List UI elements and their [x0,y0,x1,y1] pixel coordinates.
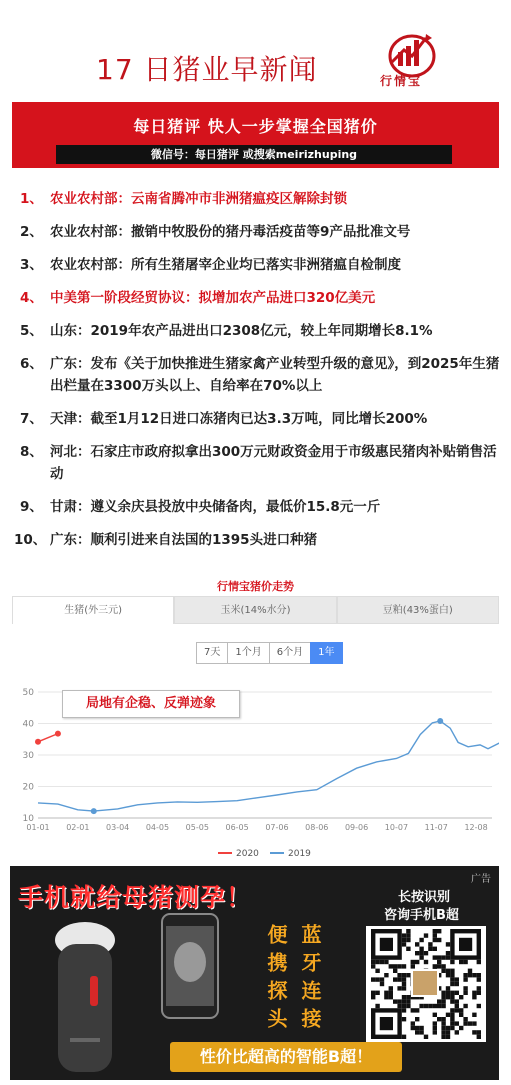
item-number: 3、 [20,257,43,273]
list-item [20,496,500,518]
qr-code-icon [366,926,486,1042]
y-tick-label: 40 [22,719,34,730]
logo-text: 行情宝 [380,74,423,88]
data-point [35,739,41,745]
x-tick-label: 06-05 [225,823,249,832]
tab-soymeal[interactable]: 豆粕(43%蛋白) [337,596,499,624]
item-text: 广东：发布《关于加快推进生猪家禽产业转型升级的意见》，到2025年生猪出栏量在3300万头以上、自给率在70%以上 [50,356,500,394]
item-text: 甘肃：遵义余庆县投放中央储备肉，最低价15.8元一斤 [50,499,381,515]
commodity-tabs [12,596,499,624]
legend-label: 2019 [288,849,311,859]
page-title: 17 日猪业早新闻 [96,53,318,86]
x-tick-label: 04-05 [145,823,170,832]
item-text: 中美第一阶段经贸协议：拟增加农产品进口320亿美元 [50,290,376,306]
range-1m-button[interactable]: 1个月 [227,642,269,664]
phone-screen-icon [160,912,220,1020]
list-item [20,254,500,276]
item-number: 8、 [20,444,43,460]
legend-label: 2020 [236,849,259,859]
item-number: 6、 [20,356,43,372]
item-number: 1、 [20,191,43,207]
item-text: 农业农村部：所有生猪屠宰企业均已落实非洲猪瘟自检制度 [50,257,401,273]
list-item [20,287,500,309]
item-number: 10、 [14,532,47,548]
ad-label: 广告 [471,874,491,885]
tab-corn[interactable]: 玉米(14%水分) [174,596,336,624]
item-number: 4、 [20,290,43,306]
list-item [20,441,500,485]
list-item [20,408,500,430]
chart-title: 行情宝猪价走势 [217,580,294,593]
list-item [20,320,500,342]
x-tick-label: 10-07 [384,823,409,832]
price-chart-panel [12,574,499,864]
header [0,0,511,100]
range-6m-button[interactable]: 6个月 [269,642,311,664]
tab-hog[interactable]: 生猪(外三元) [12,596,174,624]
y-tick-label: 20 [22,782,34,793]
list-item [20,353,500,397]
ultrasound-device-icon [40,918,130,1078]
news-list [14,188,500,551]
range-selector [196,642,342,664]
qr-code[interactable] [366,926,486,1042]
item-number: 7、 [20,411,43,427]
item-text: 广东：顺利引进来自法国的1395头进口种猪 [50,532,318,548]
x-tick-label: 09-06 [344,823,369,832]
x-tick-label: 03-04 [106,823,130,832]
item-number: 5、 [20,323,43,339]
banner-title: 每日猪评 快人一步掌握全国猪价 [133,117,378,136]
item-text: 农业农村部：云南省腾冲市非洲猪瘟疫区解除封锁 [50,191,347,207]
ad-bottom-slogan: 性价比超高的智能B超！ [170,1042,402,1072]
ad-consult-hint: 咨询手机B超 [384,908,459,923]
ad-headline: 手机就给母猪测孕！ [18,883,253,912]
item-text: 河北：石家庄市政府拟拿出300万元财政资金用于市级惠民猪肉补贴销售活动 [50,444,497,482]
item-text: 天津：截至1月12日进口冻猪肉已达3.3万吨，同比增长200% [50,411,428,427]
item-number: 2、 [20,224,43,240]
x-tick-label: 05-05 [185,823,209,832]
range-1y-button[interactable]: 1年 [310,642,342,664]
x-tick-label: 12-08 [464,823,488,832]
list-item [20,221,500,243]
x-tick-label: 07-06 [265,823,289,832]
chart-callout: 局地有企稳、反弹迹象 [62,690,240,718]
list-item [14,529,500,551]
range-7d-button[interactable]: 7天 [196,642,228,664]
y-tick-label: 10 [22,814,34,824]
y-tick-label: 30 [22,751,34,761]
ad-feature-2: 蓝牙连接 [298,924,322,1036]
series-line-2020 [38,734,58,742]
x-tick-label: 02-01 [66,823,90,832]
ad-feature-1: 便携探头 [264,924,288,1036]
data-point [437,718,443,724]
data-point [91,808,97,814]
series-line-2019 [38,721,499,811]
ad-scan-hint: 长按识别 [398,890,451,905]
item-number: 9、 [20,499,43,515]
data-point [55,731,61,737]
ad-banner[interactable] [10,866,499,1080]
x-tick-label: 08-06 [305,823,329,832]
list-item [20,188,500,210]
y-tick-label: 50 [22,688,34,698]
banner-subtitle: 微信号：每日猪评 或搜索meirizhuping [56,145,452,164]
x-tick-label: 11-07 [424,823,448,832]
x-tick-label: 01-01 [26,823,50,832]
item-text: 农业农村部：撤销中牧股份的猪丹毒活疫苗等9产品批准文号 [50,224,411,240]
item-text: 山东：2019年农产品进出口2308亿元，较上年同期增长8.1% [50,323,433,339]
